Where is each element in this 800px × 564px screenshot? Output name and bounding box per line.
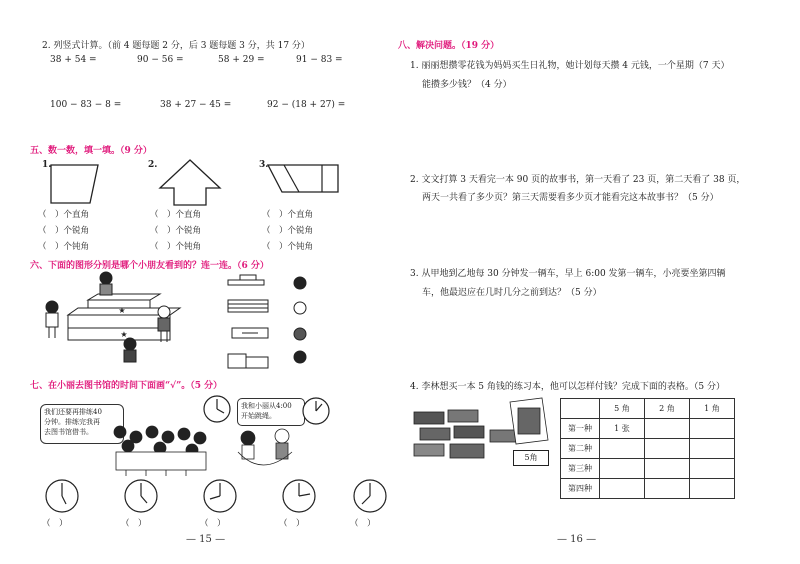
table-row xyxy=(561,479,735,499)
table-cell[interactable] xyxy=(645,439,690,459)
svg-text:★: ★ xyxy=(118,306,126,315)
angle-blank[interactable]: （ ）个直角 xyxy=(38,210,90,220)
angle-blank[interactable]: （ ）个钝角 xyxy=(150,242,202,252)
price-tag: 5角 xyxy=(513,450,549,466)
section7-heading: 七、在小丽去图书馆的时间下面画“√”。（5 分） xyxy=(30,381,223,391)
calc-item: 91 − 83 = xyxy=(296,55,343,65)
angle-blank[interactable]: （ ）个直角 xyxy=(262,210,314,220)
answer-blank[interactable]: （ ） xyxy=(42,519,68,529)
shape-number: 3. xyxy=(259,160,269,170)
table-cell[interactable] xyxy=(645,419,690,439)
shape-number: 2. xyxy=(148,160,158,170)
problem-2: 2. 文文打算 3 天看完一本 90 页的故事书，第一天看了 23 页，第二天看了 38 页， xyxy=(410,175,746,185)
table-cell[interactable] xyxy=(645,459,690,479)
table-cell[interactable] xyxy=(600,479,645,499)
answer-blank[interactable]: （ ） xyxy=(200,519,226,529)
calc-item: 38 + 54 = xyxy=(50,55,97,65)
table-cell[interactable] xyxy=(690,419,735,439)
calc-item: 92 − (18 + 27) = xyxy=(267,100,346,110)
calc-item: 38 + 27 − 45 = xyxy=(160,100,232,110)
table-row xyxy=(561,419,735,439)
problem-1: 1. 丽丽想攒零花钱为妈妈买生日礼物，她计划每天攒 4 元钱，一个星期（7 天） xyxy=(410,61,730,71)
problem-3: 3. 从甲地到乙地每 30 分钟发一辆车，早上 6:00 发第一辆车，小亮要坐第四辆 xyxy=(410,269,726,279)
table-cell[interactable] xyxy=(690,479,735,499)
table-header xyxy=(561,399,600,419)
table-cell[interactable] xyxy=(645,479,690,499)
table-header: 2 角 xyxy=(645,399,690,419)
section8-heading: 八、解决问题。（19 分） xyxy=(398,41,500,51)
table-header: 1 角 xyxy=(690,399,735,419)
table-row xyxy=(561,439,735,459)
angle-blank[interactable]: （ ）个钝角 xyxy=(38,242,90,252)
q2-heading: 2. 列竖式计算。（前 4 题每题 2 分，后 3 题每题 3 分，共 17 分） xyxy=(42,41,310,51)
payment-table xyxy=(560,398,735,499)
table-header: 5 角 xyxy=(600,399,645,419)
shape-number: 1. xyxy=(42,160,52,170)
problem-4: 4. 李林想买一本 5 角钱的练习本，他可以怎样付钱？完成下面的表格。（5 分） xyxy=(410,382,725,392)
table-cell[interactable] xyxy=(600,439,645,459)
page-number: — 15 — xyxy=(186,534,226,545)
row-label: 第四种 xyxy=(561,479,600,499)
row-label: 第一种 xyxy=(561,419,600,439)
calc-item: 100 − 83 − 8 = xyxy=(50,100,122,110)
problem-1-cont: 能攒多少钱？（4 分） xyxy=(422,80,512,90)
angle-blank[interactable]: （ ）个钝角 xyxy=(262,242,314,252)
row-label: 第三种 xyxy=(561,459,600,479)
angle-blank[interactable]: （ ）个锐角 xyxy=(38,226,90,236)
angle-blank[interactable]: （ ）个直角 xyxy=(150,210,202,220)
table-cell[interactable] xyxy=(600,459,645,479)
calc-item: 90 − 56 = xyxy=(137,55,184,65)
problem-3-cont: 车，他最迟应在几时几分之前到达？（5 分） xyxy=(422,288,602,298)
table-cell[interactable]: 1 张 xyxy=(600,419,645,439)
calc-item: 58 + 29 = xyxy=(218,55,265,65)
answer-blank[interactable]: （ ） xyxy=(279,519,305,529)
speech-bubble: 我们还要再排练40 分钟。排练完我再 去图书馆借书。 xyxy=(40,404,124,444)
speech-bubble: 我和小丽从4:00 开始跳绳。 xyxy=(237,398,305,426)
angle-blank[interactable]: （ ）个锐角 xyxy=(262,226,314,236)
table-cell[interactable] xyxy=(690,459,735,479)
answer-blank[interactable]: （ ） xyxy=(350,519,376,529)
angle-blank[interactable]: （ ）个锐角 xyxy=(150,226,202,236)
row-label: 第二种 xyxy=(561,439,600,459)
svg-text:★: ★ xyxy=(120,330,128,339)
section5-heading: 五、数一数，填一填。（9 分） xyxy=(30,146,152,156)
table-cell[interactable] xyxy=(690,439,735,459)
page-number: — 16 — xyxy=(557,534,597,545)
section6-heading: 六、下面的图形分别是哪个小朋友看到的？连一连。（6 分） xyxy=(30,261,269,271)
problem-2-cont: 两天一共看了多少页？第三天需要看多少页才能看完这本故事书？（5 分） xyxy=(422,193,719,203)
table-row xyxy=(561,459,735,479)
answer-blank[interactable]: （ ） xyxy=(121,519,147,529)
